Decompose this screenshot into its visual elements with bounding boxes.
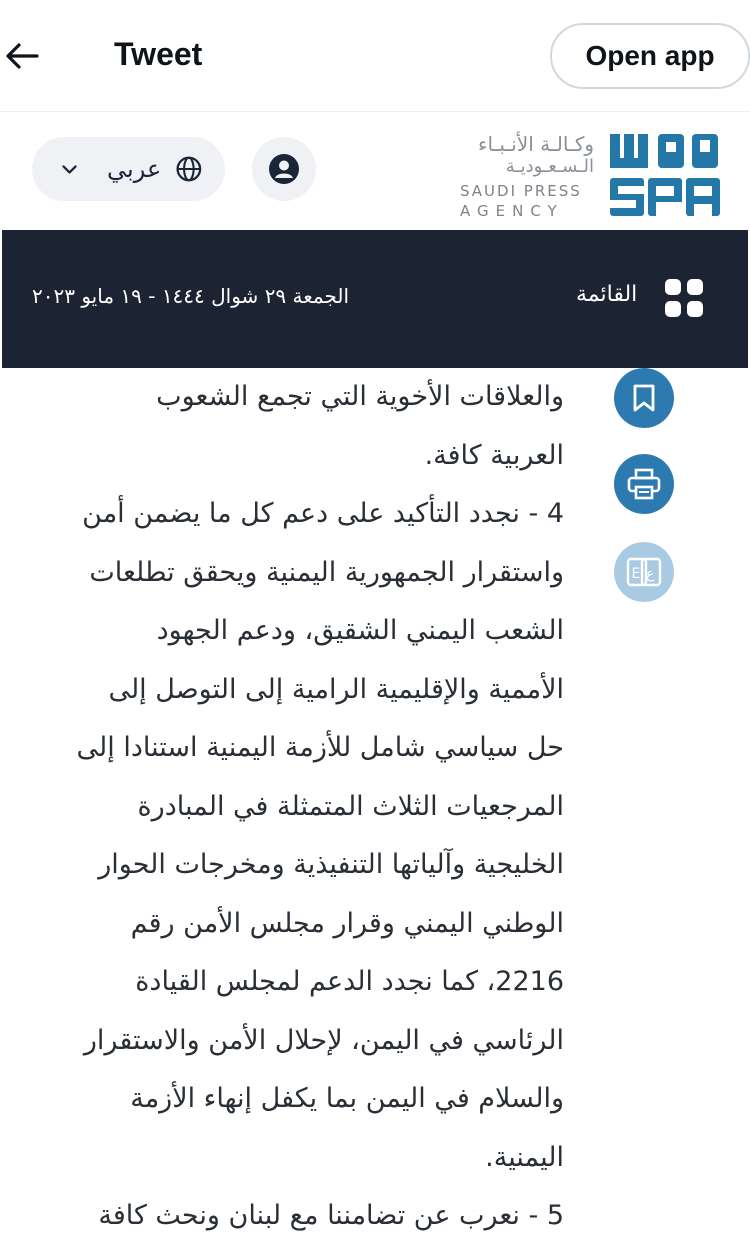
article-text (64, 368, 564, 1239)
current-date: الجمعة ٢٩ شوال ١٤٤٤ - ١٩ مايو ٢٠٢٣ (32, 284, 350, 308)
agency-name-ar-line1: وكـالـة الأنـبـاء (478, 132, 594, 156)
article-line: والسلام في اليمن بما يكفل إنهاء الأزمة (130, 1083, 564, 1114)
article-line: الأممية والإقليمية الرامية إلى التوصل إلى (108, 673, 564, 705)
grid-menu-icon[interactable] (664, 278, 704, 318)
article-line: الوطني اليمني وقرار مجلس الأمن رقم (130, 907, 564, 939)
user-account-button[interactable] (252, 137, 316, 201)
arrow-left-icon (5, 42, 39, 70)
article-line: 2216، كما نجدد الدعم لمجلس القيادة (135, 966, 564, 997)
agency-name-en-line1: SAUDI PRESS (460, 182, 582, 200)
translate-icon (626, 556, 662, 588)
article-line: اليمنية. (485, 1141, 564, 1173)
article-line: الخليجية وآلياتها التنفيذية ومخرجات الحوار (98, 849, 564, 880)
globe-icon (175, 153, 203, 185)
article-line: العربية كافة. (424, 439, 564, 471)
back-button[interactable] (2, 34, 42, 78)
bookmark-icon (631, 383, 657, 413)
agency-wordmark (456, 130, 602, 220)
language-label: عربي (107, 155, 162, 183)
article-line: الشعب اليمني الشقيق، ودعم الجهود (156, 615, 564, 646)
language-selector[interactable] (32, 137, 225, 201)
tweet-header (0, 0, 750, 112)
site-header (0, 112, 750, 230)
article-line: 5 - نعرب عن تضامننا مع لبنان ونحث كافة (98, 1200, 564, 1231)
article-body (0, 368, 750, 1239)
nav-bar (2, 230, 748, 368)
article-line: المرجعيات الثلاث المتمثلة في المبادرة (137, 790, 564, 822)
article-line: 4 - نجدد التأكيد على دعم كل ما يضمن أمن (82, 498, 564, 529)
print-button[interactable] (614, 454, 674, 514)
translate-button[interactable] (614, 542, 674, 602)
menu-label[interactable]: القائمة (576, 282, 638, 307)
open-app-button[interactable]: Open app (550, 23, 750, 89)
bookmark-button[interactable] (614, 368, 674, 428)
user-icon (268, 153, 300, 185)
article-line: واستقرار الجمهورية اليمنية ويحقق تطلعات (89, 556, 564, 588)
article-line: حل سياسي شامل للأزمة اليمنية استنادا إلى (76, 732, 564, 763)
agency-name-ar-line2: الـسـعـوديـة (505, 156, 594, 177)
article-line: الرئاسي في اليمن، لإحلال الأمن والاستقرار (83, 1024, 564, 1056)
article-line: والعلاقات الأخوية التي تجمع الشعوب (156, 381, 564, 412)
chevron-down-icon (60, 158, 79, 180)
page-title: Tweet (114, 36, 203, 72)
agency-name-en-line2: AGENCY (460, 202, 564, 220)
svg-text:ع: ع (646, 566, 655, 582)
printer-icon (627, 468, 661, 500)
svg-text:E: E (631, 566, 641, 582)
spa-logo[interactable] (608, 128, 724, 220)
